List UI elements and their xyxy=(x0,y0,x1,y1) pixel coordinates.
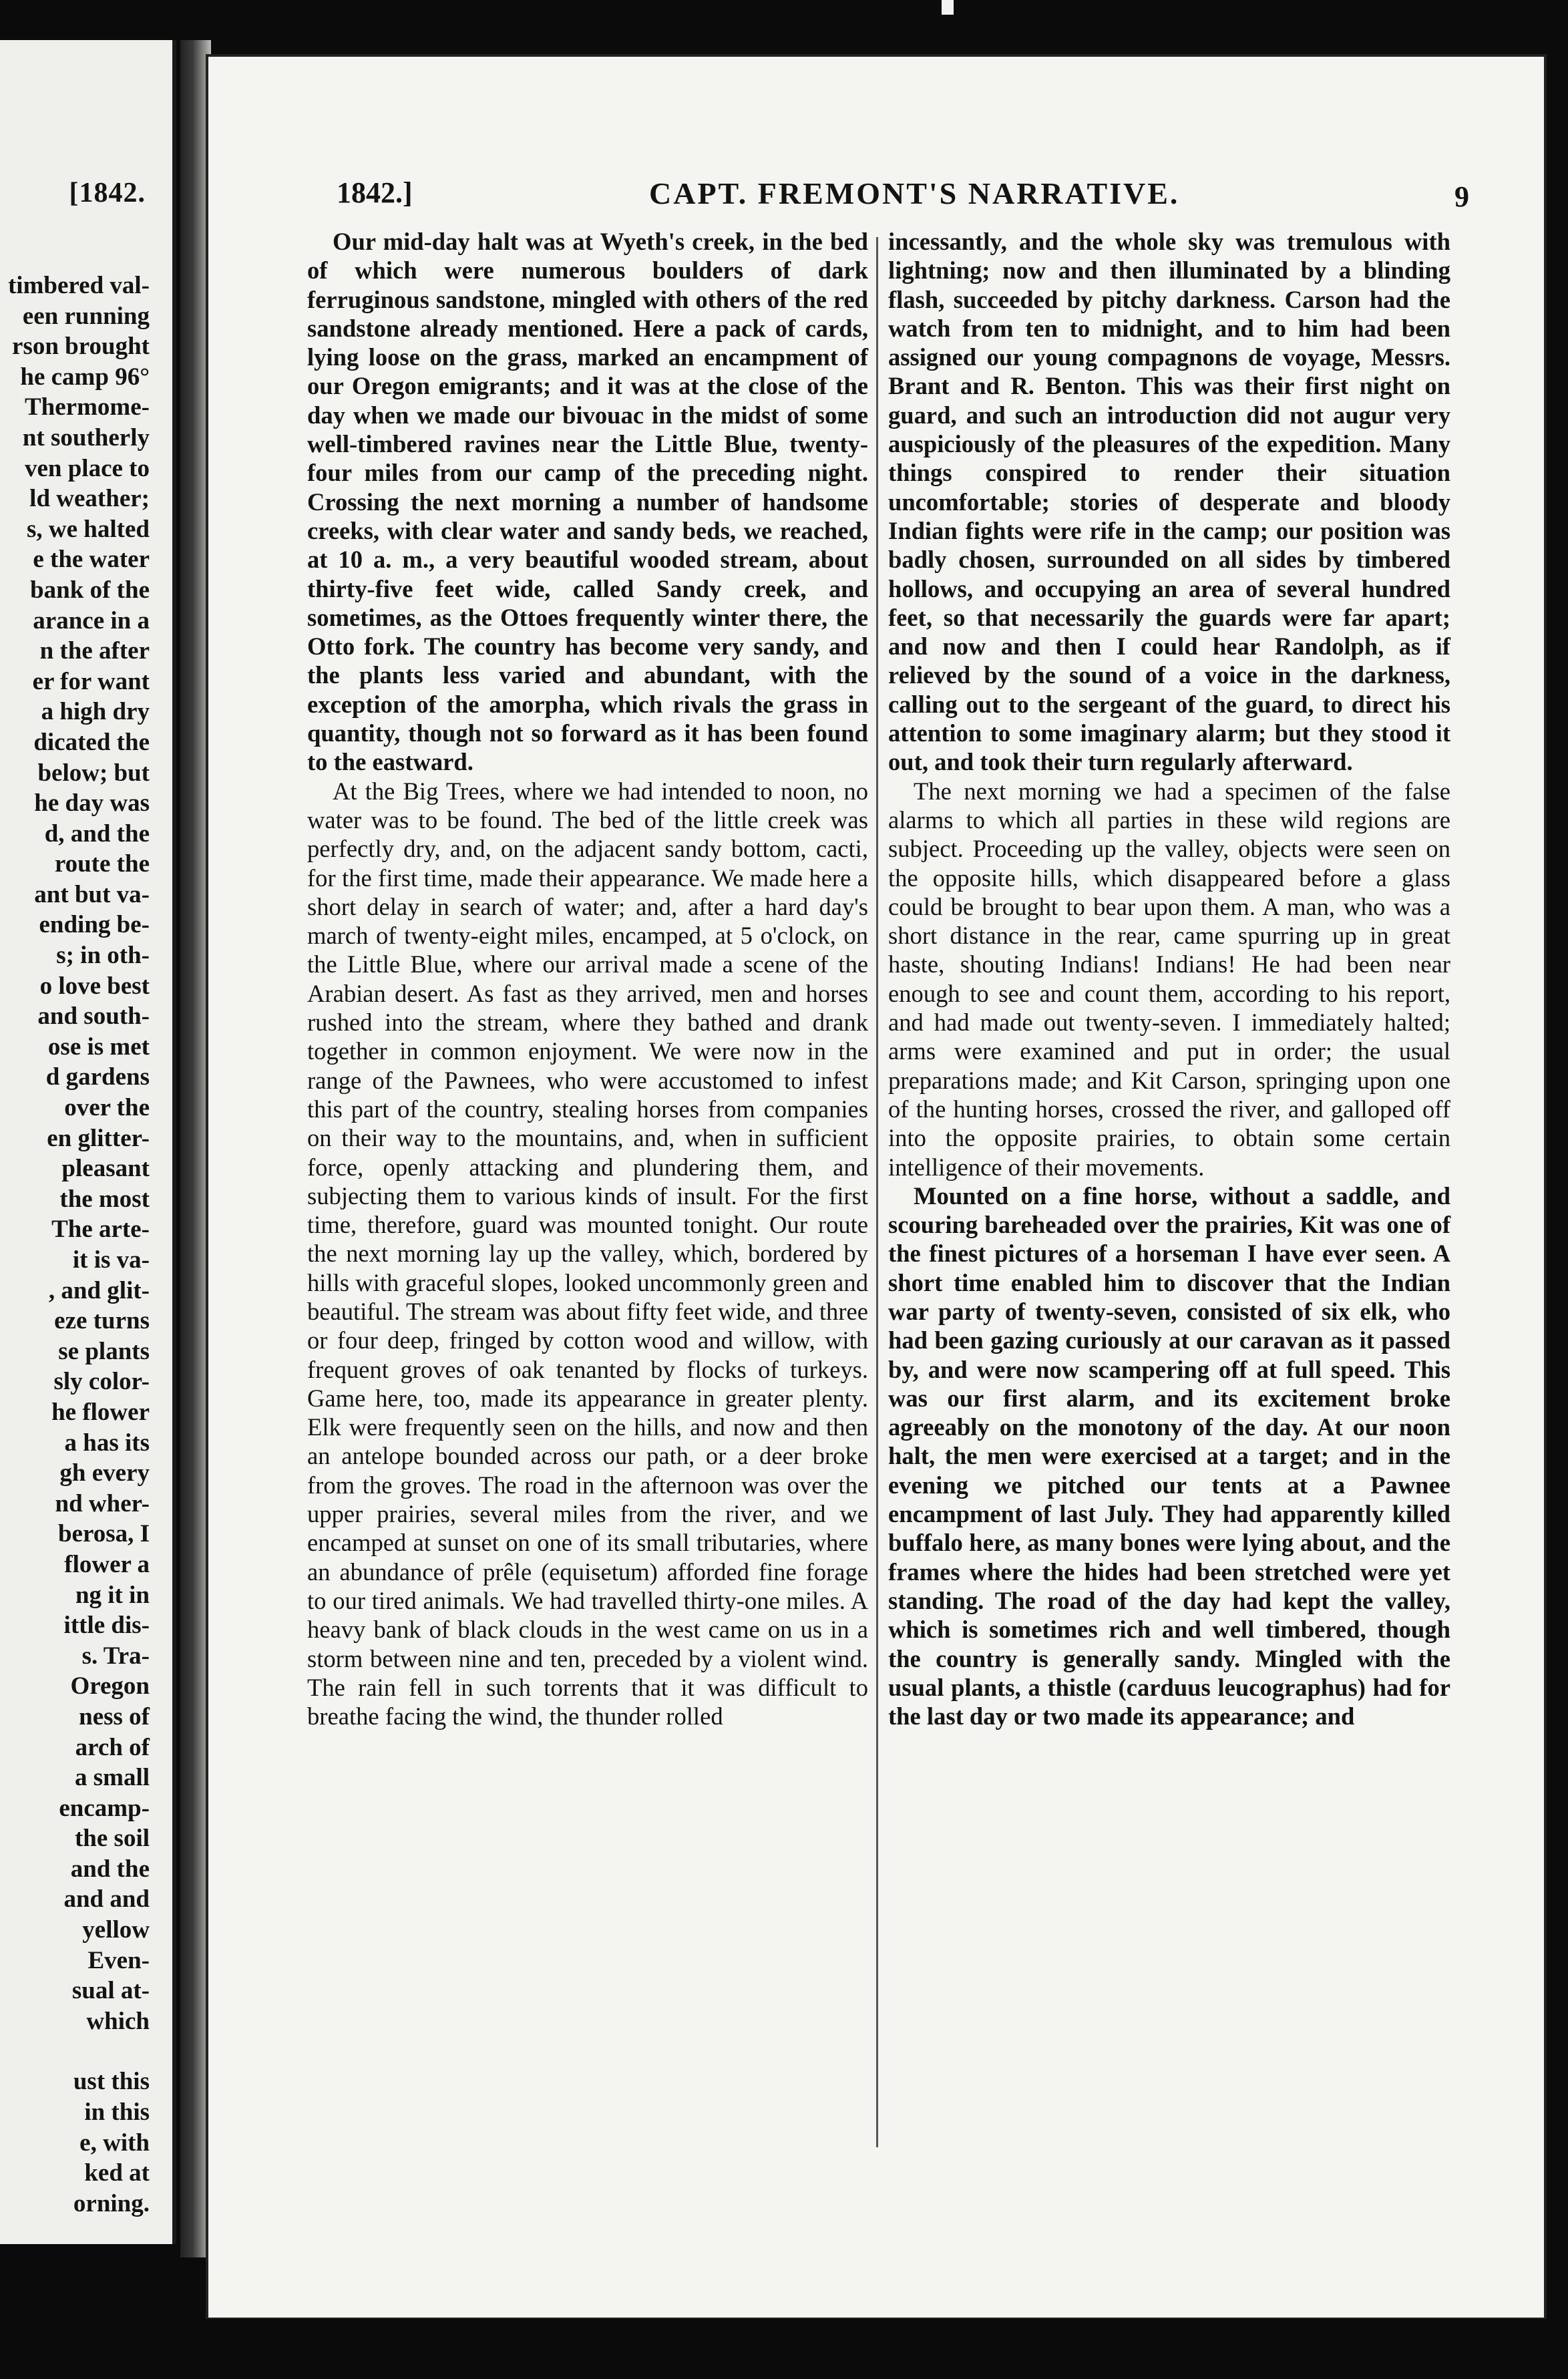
previous-page-line: s, we halted xyxy=(27,515,150,543)
previous-page-line: d, and the xyxy=(44,819,150,848)
previous-page-line: and and xyxy=(63,1885,150,1913)
right-column xyxy=(888,227,1450,1730)
previous-page-line: Oregon xyxy=(70,1672,150,1700)
previous-page-line: ant but va- xyxy=(34,880,150,908)
previous-page-line: berosa, I xyxy=(57,1520,150,1548)
paragraph: At the Big Trees, where we had intended to noon, no water was to be found. The bed of the little creek was perfectly dry, and, on the adjacent sandy bottom, cacti, for the first time, made their appearance. We made here a short delay in search of water; and, after a hard day's march of twenty-eight miles, encamped, at 5 o'clock, on the Little Blue, where our arrival made a scene of the Arabian desert. As fast as they arrived, men and horses rushed into the stream, where they bathed and drank together in common enjoyment. We were now in the range of the Pawnees, who were accustomed to infest this part of the country, stealing horses from companies on their way to the mountains, and, when in sufficient force, openly attacking and plundering them, and subjecting them to various kinds of insult. For the first time, therefore, guard was mounted tonight. Our route the next morning lay up the valley, which, bordered by hills with graceful slopes, looked uncommonly green and beautiful. The stream was about fifty feet wide, and three or four deep, fringed by cotton wood and willow, with frequent groves of oak tenanted by flocks of turkeys. Game here, too, made its appearance in greater plenty. Elk were frequently seen on the hills, and now and then an antelope bounded across our path, or a deer broke from the groves. The road in the afternoon was over the upper prairies, several miles from the river, and we encamped at sunset on one of its small tributaries, where an abundance of prêle (equisetum) afforded fine forage to our tired animals. We had travelled thirty-one miles. A heavy bank of black clouds in the west came on us in a storm between nine and ten, preceded by a violent wind. The rain fell in such torrents that it was difficult to breathe facing the wind, the thunder rolled xyxy=(307,777,868,1730)
previous-page-line: he flower xyxy=(51,1398,150,1426)
previous-page-line: n the after xyxy=(39,637,150,665)
previous-page-line: d gardens xyxy=(45,1063,150,1091)
top-dark-margin xyxy=(0,0,1568,40)
previous-page-line: and the xyxy=(70,1855,150,1883)
previous-page-line: s; in oth- xyxy=(56,942,150,970)
previous-page-line: ust this xyxy=(73,2068,150,2096)
previous-page-line: timbered val- xyxy=(7,272,150,299)
previous-page-line: bank of the xyxy=(30,576,150,604)
paragraph: Our mid-day halt was at Wyeth's creek, in the bed of which were numerous boulders of dark ferruginous sandstone, mingled with others of the red sandstone already mentioned. Here a pack of cards, lying loose on the grass, marked an encampment of our Oregon emigrants; and it was at the close of the day when we made our bivouac in the midst of some well-timbered ravines near the Little Blue, twenty-four miles from our camp of the preceding night. Crossing the next morning a number of handsome creeks, with clear water and sandy beds, we reached, at 10 a. m., a very beautiful wooded stream, about thirty-five feet wide, called Sandy creek, and sometimes, as the Ottoes frequently winter there, the Otto fork. The country has become very sandy, and the plants less varied and abundant, with the exception of the amorpha, which rivals the grass in quantity, though not so forward as it has been found to the eastward. xyxy=(307,228,868,776)
previous-page-line: a has its xyxy=(64,1429,150,1457)
previous-page-line: below; but xyxy=(37,759,150,787)
column-rule xyxy=(876,237,878,2147)
book-gutter xyxy=(180,40,211,2257)
previous-page-line: he day was xyxy=(34,789,150,817)
previous-page-line: ness of xyxy=(79,1702,150,1730)
page xyxy=(208,57,1544,2318)
previous-page-line: gh every xyxy=(59,1459,150,1487)
paragraph: incessantly, and the whole sky was tremulous with lightning; now and then illuminated by a blinding flash, succeeded by pitchy darkness. Carson had the watch from ten to midnight, and to him had been assigned our young compagnons de voyage, Messrs. Brant and R. Benton. This was their first night on guard, and such an introduction did not augur very auspiciously of the pleasures of the expedition. Many things conspired to render their situation uncomfortable; stories of desperate and bloody Indian fights were rife in the camp; our position was badly chosen, surrounded on all sides by timbered hollows, and occupying an area of several hundred feet, so that necessarily the guards were far apart; and now and then I could hear Randolph, as if relieved by the sound of a voice in the darkness, calling out to the sergeant of the guard, to direct his attention to some imaginary alarm; but they stood it out, and took their turn regularly afterward. xyxy=(888,228,1450,776)
previous-page-line: en glitter- xyxy=(47,1124,150,1152)
previous-page-line: a high dry xyxy=(41,698,150,726)
previous-page-line: the most xyxy=(59,1185,150,1213)
previous-page-line: flower a xyxy=(64,1550,150,1578)
previous-page-line: yellow xyxy=(82,1916,150,1944)
previous-page-line: he camp 96° xyxy=(20,363,150,391)
left-column xyxy=(307,227,868,1730)
paragraph: Mounted on a fine horse, without a saddle, and scouring bareheaded over the prairies, Kit was one of the finest pictures of a horseman I have ever seen. A short time enabled him to discover that the Indian war party of twenty-seven, consisted of six elk, who had been gazing curiously at our caravan as it passed by, and were now scampering off at full speed. This was our first alarm, and its excitement broke agreeably on the monotony of the day. At our noon halt, the men were exercised at a target; and in the evening we pitched our tents at a Pawnee encampment of last July. They had apparently killed buffalo here, as many bones were lying about, and the frames where the hides had been stretched were yet standing. The road of the day had kept the valley, which is sometimes rich and well timbered, though the country is generally sandy. Mingled with the usual plants, a thistle (carduus leucographus) had for the last day or two made its appearance; and xyxy=(888,1181,1450,1730)
header-title: CAPT. FREMONT'S NARRATIVE. xyxy=(649,176,1180,210)
previous-page-line: se plants xyxy=(58,1337,150,1365)
previous-page-line: o love best xyxy=(39,972,150,1000)
previous-page-line: sual at- xyxy=(71,1977,150,2005)
page-number: 9 xyxy=(1454,180,1469,213)
previous-page-line: pleasant xyxy=(61,1155,150,1183)
previous-page-line: e the water xyxy=(33,546,150,574)
header-year: 1842.] xyxy=(337,176,413,209)
previous-page-line: orning. xyxy=(73,2189,150,2217)
previous-page-line: nt southerly xyxy=(22,423,150,451)
previous-page-line: sly color- xyxy=(53,1368,150,1396)
previous-page-line: , and glit- xyxy=(48,1276,150,1304)
previous-page-line: een running xyxy=(22,302,150,330)
previous-page-line: ittle dis- xyxy=(63,1612,150,1640)
previous-page-line: ld weather; xyxy=(29,485,150,513)
scan-mark xyxy=(942,0,954,15)
previous-page-line: arch of xyxy=(75,1733,150,1761)
previous-page-line: and south- xyxy=(37,1002,150,1031)
previous-page-line: ending be- xyxy=(39,911,150,939)
previous-page-line: a small xyxy=(74,1764,150,1792)
bottom-dark-margin xyxy=(0,2319,1568,2379)
previous-page-line: the soil xyxy=(74,1825,150,1853)
previous-page-line: it is va- xyxy=(72,1246,150,1274)
previous-page-line: encamp- xyxy=(59,1794,150,1822)
previous-page-line: nd wher- xyxy=(55,1489,150,1517)
previous-page-line: eze turns xyxy=(54,1307,150,1335)
previous-page-line: in this xyxy=(84,2098,150,2127)
previous-page-line: e, with xyxy=(79,2129,150,2157)
previous-page-line: rson brought xyxy=(12,333,150,361)
paragraph: The next morning we had a specimen of the false alarms to which all parties in these wild regions are subject. Proceeding up the valley, objects were seen on the opposite hills, which disappeared before a glass could be brought to bear upon them. A man, who was a short distance in the rear, came spurring up in great haste, shouting Indians! Indians! He had been near enough to see and count them, according to his report, and had made out twenty-seven. I immediately halted; arms were examined and put in order; the usual preparations made; and Kit Carson, springing upon one of the hunting horses, crossed the river, and galloped off into the opposite prairies, to obtain some certain intelligence of their movements. xyxy=(888,777,1450,1181)
previous-page-line: ose is met xyxy=(47,1033,150,1061)
previous-page-line: Even- xyxy=(87,1946,150,1974)
previous-page-header: [1842. xyxy=(69,178,146,208)
previous-page-fragment xyxy=(0,40,176,2244)
previous-page-line: arance in a xyxy=(33,606,150,634)
previous-page-line: s. Tra- xyxy=(81,1642,150,1670)
previous-page-line: ven place to xyxy=(24,454,150,482)
previous-page-line: over the xyxy=(64,1094,150,1122)
previous-page-line: which xyxy=(86,2007,150,2035)
previous-page-text xyxy=(8,270,150,2219)
previous-page-line xyxy=(8,2036,150,2066)
previous-page-line: er for want xyxy=(32,667,150,695)
previous-page-line: ked at xyxy=(84,2159,150,2187)
previous-page-line: The arte- xyxy=(51,1216,150,1244)
previous-page-line: Thermome- xyxy=(25,393,150,421)
previous-page-line: route the xyxy=(54,850,150,878)
previous-page-line: ng it in xyxy=(75,1581,150,1609)
running-head xyxy=(208,176,1544,222)
previous-page-line: dicated the xyxy=(33,728,150,756)
